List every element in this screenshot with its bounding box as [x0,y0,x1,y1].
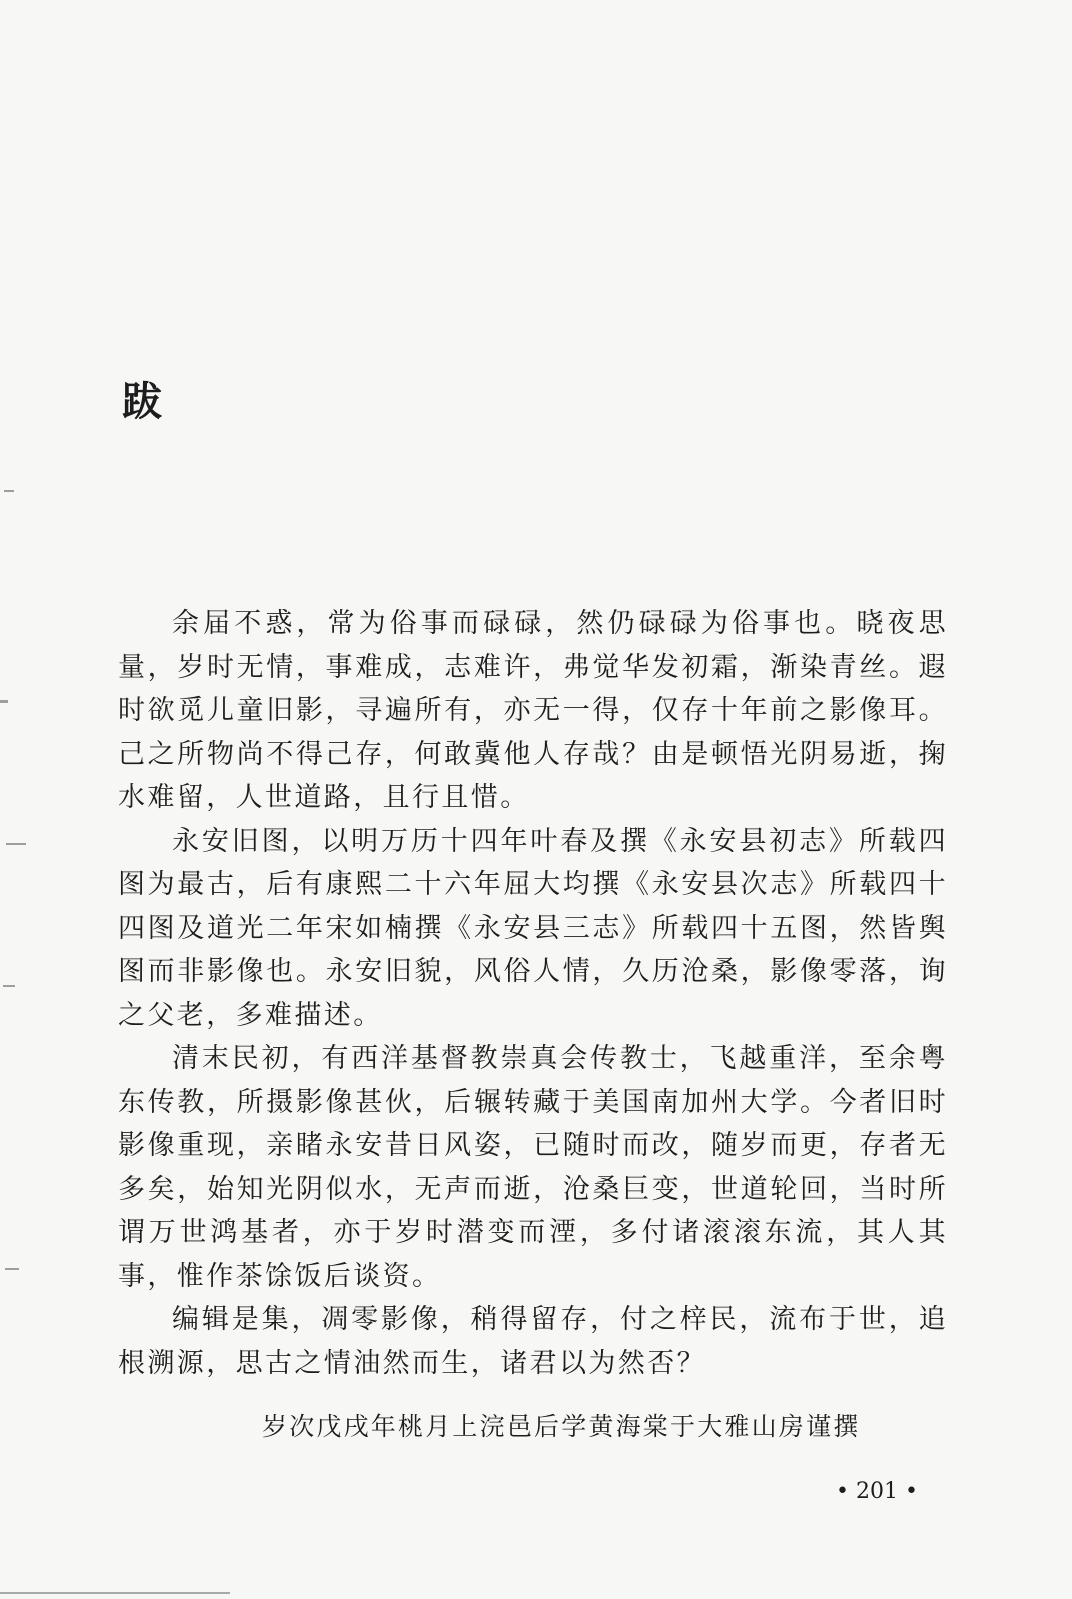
scan-edge-line [0,1592,230,1594]
scan-artifact [6,843,26,845]
paragraph: 编辑是集，凋零影像，稍得留存，付之梓民，流布于世，追根溯源，思古之情油然而生，诸君以为然否？ [118,1304,948,1379]
paragraph: 余届不惑，常为俗事而碌碌，然仍碌碌为俗事也。晓夜思量，岁时无情，事难成，志难许，弗觉华发初霜，渐染青丝。遐时欲觅儿童旧影，寻遍所有，亦无一得，仅存十年前之影像耳。己之所物尚不得己存，何敢冀他人存哉？由是顿悟光阴易逝，掬水难留，人世道路，且行且惜。 [118,608,948,813]
page-number: • 201 • [836,1479,918,1504]
scan-artifact [5,1268,19,1270]
signature-line: 岁次戊戌年桃月上浣邑后学黄海棠于大雅山房谨撰 [262,1412,861,1441]
scan-artifact [4,490,14,492]
paragraph: 永安旧图，以明万历十四年叶春及撰《永安县初志》所载四图为最古，后有康熙二十六年屈大均撰《永安县次志》所载四十四图及道光二年宋如楠撰《永安县三志》所载四十五图，然皆舆图而非影像也。永安旧貌，风俗人情，久历沧桑，影像零落，询之父老，多难描述。 [118,825,948,1031]
body-text [118,602,948,1385]
scan-artifact [3,985,15,987]
scan-artifact [0,700,8,703]
paragraph: 清末民初，有西洋基督教崇真会传教士，飞越重洋，至余粤东传教，所摄影像甚伙，后辗转藏于美国南加州大学。今者旧时影像重现，亲睹永安昔日风姿，已随时而改，随岁而更，存者无多矣，始知光阴似水，无声而逝，沧桑巨变，世道轮回，当时所谓万世鸿基者，亦于岁时潜变而湮，多付诸滚滚东流，其人其事，惟作茶馀饭后谈资。 [118,1043,948,1292]
page-title: 跋 [122,378,162,425]
